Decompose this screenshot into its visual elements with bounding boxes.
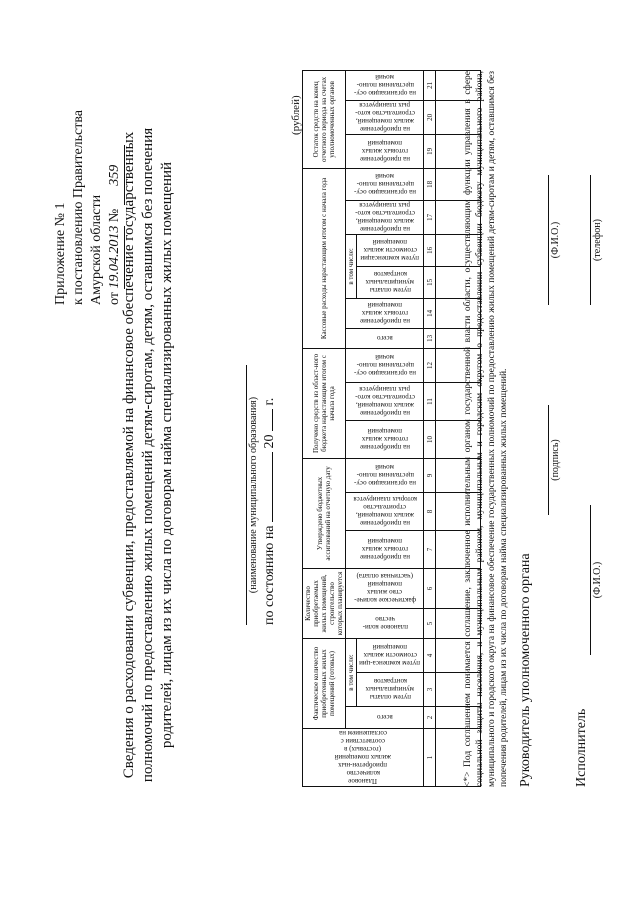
- units-label: (рублей): [290, 95, 302, 135]
- appendix-line1: Приложение № 1: [53, 202, 68, 305]
- col7-group-header: Остаток средств на конец отчетного периода на счетах уполномоченных органов: [303, 70, 346, 168]
- col-number: 14: [424, 298, 436, 328]
- number-value: 359: [106, 145, 125, 205]
- col2-a: путем оплаты муниципальных контрактов: [365, 677, 415, 702]
- col5-c: на организацию осу-ществления полно-мочий: [353, 353, 416, 378]
- col-number: 1: [424, 729, 436, 787]
- col-number: 8: [424, 492, 436, 530]
- col2-b: путем компенса-ции стоимости жилых помещений: [359, 643, 421, 668]
- col-number: 4: [424, 638, 436, 672]
- col-number: 6: [424, 568, 436, 608]
- column-numbers-row: [424, 70, 436, 786]
- col3-group-header: Количество приобретаемых жилых помещений, строительство которых планируется: [303, 568, 346, 638]
- date-prefix: от: [107, 292, 122, 305]
- col-number: 13: [424, 328, 436, 348]
- col6-c: на организацию осу-ществления полно-мочий: [353, 172, 416, 197]
- fio-caption-2: (Ф.И.О.): [590, 505, 603, 655]
- col6-incl: в том числе:: [346, 234, 357, 298]
- col-number: 17: [424, 200, 436, 234]
- footnote: <*> Под соглашением понимается соглашение, заключенное исполнительным органом государственной власти области, осуществляющим функции управления в сфере социальной защиты населения, и муниципальным районом, муниципальным и городским округом о предоставлении субвенции бюджету муниципального района, муниципального и городского округа на финансовое обеспечение государственных полномочий по предоставлению жилых помещений детям-сиротам и детям, оставшимся без попечения родителей, лицам из их числа по договорам найма специализированных жилых помещений.: [463, 71, 509, 787]
- col7-b: на приобретение жилых помещений, строительство кото-рых планируется: [354, 100, 415, 133]
- col4-c: на организацию осу-ществления полно-мочий: [353, 463, 416, 488]
- phone-caption: (телефон): [590, 175, 603, 305]
- col2-total: всего: [376, 713, 393, 722]
- col-number: 9: [424, 458, 436, 492]
- fio-caption: (Ф.И.О.): [548, 175, 561, 305]
- as-of-prefix: по состоянию на: [262, 525, 277, 625]
- col-number: 21: [424, 70, 436, 100]
- col-number: 5: [424, 608, 436, 638]
- col-number: 7: [424, 530, 436, 568]
- col4-a: на приобретение готовых жилых помещений: [359, 537, 410, 562]
- col5-b: на приобретение жилых помещений, строительство кото-рых планируется: [354, 385, 415, 418]
- appendix-line3: Амурской области: [89, 194, 104, 305]
- executor-label: Исполнитель: [574, 708, 589, 787]
- col6-a1: путем оплаты муниципальных контрактов: [365, 270, 415, 295]
- col-number: 11: [424, 382, 436, 420]
- col7-c: на организацию осу-ществления полно-мочий: [353, 73, 416, 98]
- col4-group-header: Утверждено бюджетных ассигнований на отчетную дату: [303, 458, 346, 568]
- col-number: 20: [424, 100, 436, 134]
- as-of-year: 20: [262, 434, 277, 449]
- date-value: 19.04.2013: [106, 226, 125, 289]
- col7-a: на приобретение готовых жилых помещений: [359, 139, 410, 164]
- appendix-line2: к постановлению Правительства: [71, 109, 86, 305]
- col4-b: на приобретение жилых помещений, строительство которых планируется: [352, 495, 417, 528]
- col6-group-header: Кассовые расходы нарастающим итогом с начала года: [303, 168, 346, 348]
- municipality-caption: (наименование муниципального образования): [246, 365, 259, 625]
- appendix-block: [52, 45, 125, 305]
- col6-a2: путем компенсации стоимости жилых помещений: [360, 238, 420, 263]
- head-label: Руководитель уполномоченного органа: [518, 553, 533, 787]
- as-of-line: [262, 325, 278, 625]
- col-number: 3: [424, 673, 436, 707]
- col-number: 12: [424, 348, 436, 382]
- col3-a: плановое коли-чество: [361, 615, 408, 632]
- document-title: Сведения о расходовании субвенции, предоставляемой на финансовое обеспечение государственных полномочий по предоставлению жилых помещений детям-сиротам, детям, оставшимся без попечения родителей, лицам из их числа по договорам найма специализированных жилых помещений: [121, 127, 175, 783]
- col2-incl: в том числе:: [346, 638, 357, 706]
- as-of-blank: [272, 452, 273, 522]
- col6-total: всего: [376, 334, 393, 343]
- report-table: [302, 70, 481, 787]
- header-row-1: [303, 70, 346, 786]
- number-prefix: №: [107, 208, 122, 223]
- col5-group-header: Получено средств из област-ного бюджета нарастающим итогом с начала года: [303, 348, 346, 458]
- col-number: 19: [424, 134, 436, 168]
- signature-caption: (подпись): [548, 405, 561, 515]
- col-number: 18: [424, 168, 436, 200]
- col-number: 10: [424, 420, 436, 458]
- header-row-2: [346, 70, 357, 786]
- col-number: 15: [424, 266, 436, 298]
- col6-a: на приобретение готовых жилых помещений: [359, 301, 410, 326]
- col-number: 2: [424, 707, 436, 729]
- as-of-suffix: г.: [262, 397, 277, 406]
- col2-group-header: Фактическое количество приобретенных жилых помещений (готовых): [303, 638, 346, 728]
- as-of-blank-year: [272, 409, 273, 431]
- col-number: 16: [424, 234, 436, 266]
- col1-header: Плановое количество приобретен-ных жилых помещений (гостевых) в соответствии с соглашением на: [334, 729, 392, 785]
- col3-b: фактическое количе-ство жилых помещений (частичная оплата): [353, 572, 416, 605]
- col5-a: на приобретение готовых жилых помещений: [359, 427, 410, 452]
- col6-b: на приобретение жилых помещений, строительство кото-рых планируется: [354, 200, 415, 233]
